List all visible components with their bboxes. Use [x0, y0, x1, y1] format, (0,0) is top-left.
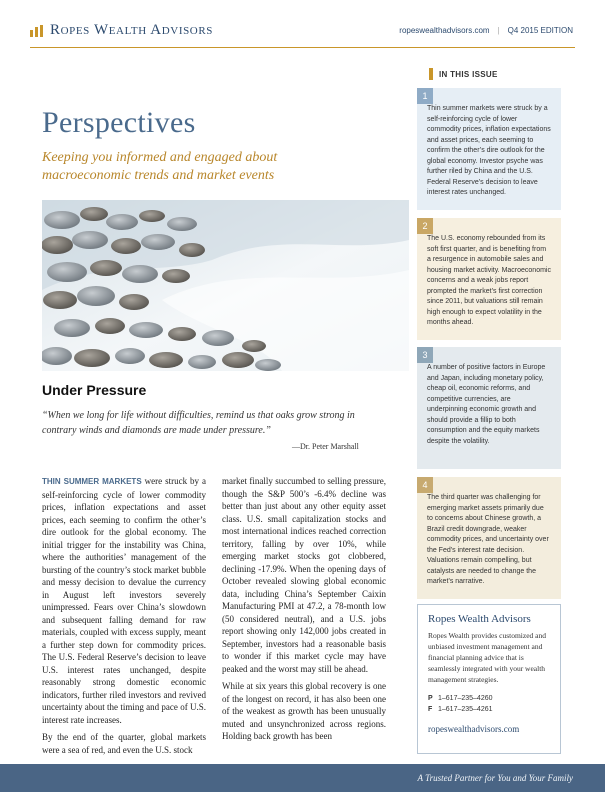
contact-box [417, 604, 561, 754]
article-column-1 [42, 475, 206, 761]
issue-item-1 [417, 88, 561, 210]
logo-mark-icon [30, 25, 44, 37]
issue-number: 3 [417, 347, 433, 363]
header-website[interactable]: ropeswealthadvisors.com [399, 26, 490, 35]
article-lead: THIN SUMMER MARKETS [42, 477, 142, 486]
issue-text: Thin summer markets were struck by a self-reinforcing cycle of lower commodity prices, inflation expectations and asset prices, each seeming to confirm the other’s dire outlook for the global economy. Investor psyche was further riled by China and the U.S. Federal Reserve’s decision to leave interest rates unchanged. [427, 105, 551, 196]
contact-phone[interactable]: P 1–617–235–4260 [428, 695, 493, 702]
article-column-2 [222, 475, 386, 748]
article-text: were struck by a self-reinforcing cycle of lower commodity prices, inflation expectations and asset prices, each seeming to confirm the other’s dire outlook for the global economy. The initial trigger for the instability was China, where the authorities’ management of the bursting of the country’s stock market bubble and messy decision to devalue the currency in August left investors severely unimpressed. Fears over China’s slowdown and subsequent falling demand for raw materials, coupled with excess supply, meant a further step down for commodity prices. The U.S. Federal Reserve’s decision to leave U.S. interest rates unchanged, despite reasonably strong domestic economic indicators, further riled investors and revived uncertainty about the timing and pace of U.S. interest rate increases. [42, 476, 206, 725]
issue-number: 4 [417, 477, 433, 493]
contact-name: Ropes Wealth Advisors [428, 613, 531, 625]
issue-item-4 [417, 477, 561, 599]
quote-author: —Dr. Peter Marshall [292, 442, 359, 451]
article-paragraph: By the end of the quarter, global markets were a sea of red, and even the U.S. stock [42, 732, 206, 755]
issue-number: 1 [417, 88, 433, 104]
header-rule [30, 47, 575, 48]
contact-description: Ropes Wealth provides customized and unbiased investment management and financial planning advice that is seamlessly integrated with your wealth management strategies. [428, 631, 546, 684]
article-paragraph [42, 475, 206, 726]
issue-text: The U.S. economy rebounded from its soft first quarter, and is benefiting from a resurgence in automobile sales and housing market activity. Macroeconomic concerns and a weak jobs report prompted the market’s first correction since 2011, but valuations still remain high enough to expect volatility in the months ahead. [427, 235, 551, 326]
article-paragraph: market finally succumbed to selling pressure, though the S&P 500’s -6.4% decline was better than just about any other equity asset class. U.S. small capitalization stocks and most international indices reached correction territory, falling by over 10%, while emerging market stocks got clobbered, declining -17.9%. When the opening days of October revealed slowing global economic data, including China’s September Caixin Manufacturing PMI at 47.2, a 78-month low (50 considered neutral), and a U.S. jobs report showing only 142,000 jobs created in September, investors had a reasonable basis to wonder if this market cycle may have peaked and the worst may still be ahead. [222, 476, 386, 674]
in-this-issue-label: IN THIS ISSUE [439, 70, 498, 79]
article-quote: “When we long for life without difficulties, remind us that oaks grow strong in contrary winds and diamonds are made under pressure.” [42, 410, 355, 436]
header-edition: Q4 2015 EDITION [507, 26, 573, 35]
logo-text: Ropes Wealth Advisors [50, 22, 213, 38]
page-footer [0, 764, 605, 792]
page-header [0, 0, 605, 50]
in-this-issue-header [417, 60, 561, 82]
issue-item-3 [417, 347, 561, 469]
issue-text: A number of positive factors in Europe and Japan, including monetary policy, cheap oil, economic reforms, and competitive currencies, are underpinning economic growth and should provide a fillip to both consumption and the equity markets despite the volatility. [427, 364, 546, 445]
contact-website-link[interactable]: ropeswealthadvisors.com [428, 724, 520, 734]
heading-accent-bar [429, 68, 433, 80]
article-paragraph: While at six years this global recovery is one of the longest on record, it has also been one of the weakest as growth has been unusually muted and unsynchronized across regions. Holding back growth has been [222, 681, 386, 741]
article-title: Under Pressure [42, 382, 147, 398]
footer-tagline: A Trusted Partner for You and Your Family [417, 773, 573, 783]
issue-text: The third quarter was challenging for emerging market assets primarily due to concerns about Chinese growth, a Brazil credit downgrade, weaker commodity prices, and uncertainty over the Fed’s interest rate decision. Valuations remain compelling, but catalysts are needed to change the market’s narrative. [427, 494, 549, 585]
contact-fax: F 1–617–235–4261 [428, 706, 493, 713]
pebble-beach-photo [42, 200, 409, 371]
logo[interactable] [30, 22, 213, 39]
header-separator: | [497, 26, 500, 35]
issue-item-2 [417, 218, 561, 340]
page-title: Perspectives [42, 106, 196, 139]
page-subtitle: Keeping you informed and engaged about macroeconomic trends and market events [42, 150, 278, 183]
header-meta [399, 26, 573, 35]
issue-number: 2 [417, 218, 433, 234]
